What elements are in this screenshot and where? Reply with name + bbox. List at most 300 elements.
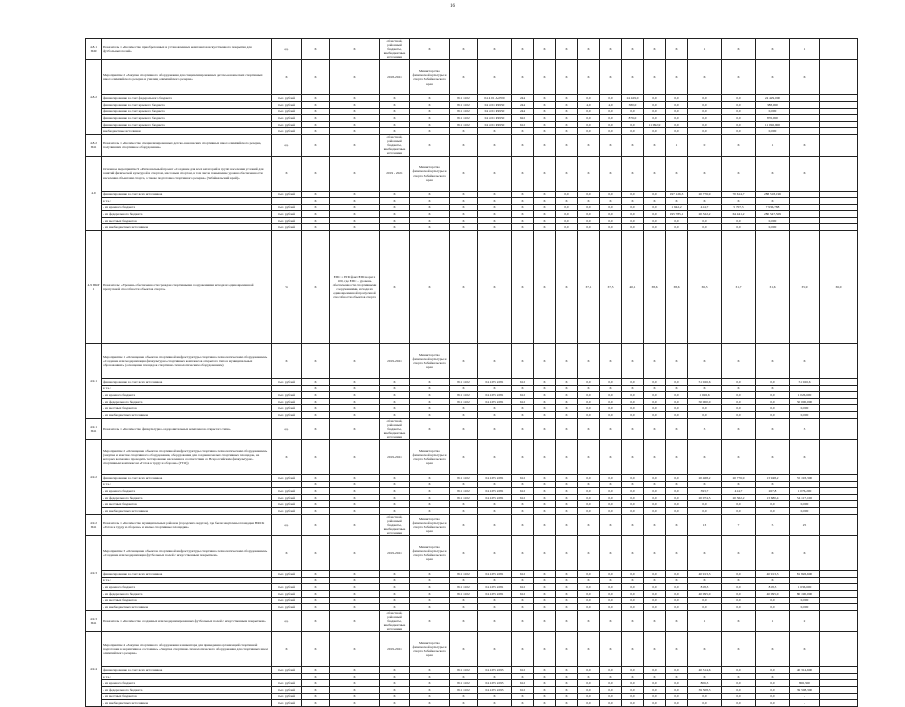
table-row <box>86 686 858 693</box>
table-row <box>86 488 858 495</box>
value-cell: X <box>644 418 666 439</box>
table-row <box>86 590 858 597</box>
value-cell: X <box>330 60 380 95</box>
unit-cell: тыс. рублей <box>272 108 302 115</box>
value-cell: X <box>330 700 380 707</box>
empty-cell <box>820 584 858 591</box>
value-cell: 0,0 <box>756 379 790 386</box>
value-cell: 0,0 <box>622 204 644 211</box>
value-cell: 0,0 <box>666 392 688 399</box>
value-cell: X <box>666 440 688 475</box>
value-cell: X <box>556 379 578 386</box>
empty-cell <box>820 392 858 399</box>
value-cell: 0,0 <box>622 667 644 674</box>
table-row <box>86 224 858 231</box>
value-cell: 0,0 <box>666 217 688 224</box>
value-cell: 0,0 <box>666 590 688 597</box>
value-cell: X <box>688 577 722 584</box>
value-cell: 13 <box>688 514 722 535</box>
row-name-cell: Показатель 1 «Количество специализированных детско-юношеских спортивных школ олимпийского резерва, получивших спортивное оборудование» <box>102 135 272 156</box>
value-cell: 04 4 Р5 2281 <box>478 584 512 591</box>
value-cell: 1 <box>756 610 790 631</box>
unit-cell: тыс. рублей <box>272 204 302 211</box>
value-cell: X <box>666 514 688 535</box>
unit-cell: ед. <box>272 135 302 156</box>
value-cell: X <box>410 693 450 700</box>
value-cell: 876,0 <box>622 115 644 122</box>
empty-cell <box>820 700 858 707</box>
value-cell: 64 441,2 <box>722 211 756 218</box>
value-cell: 0,0 <box>622 398 644 405</box>
empty-cell <box>820 693 858 700</box>
value-cell: X <box>644 344 666 379</box>
value-cell: X <box>688 632 722 667</box>
value-cell: X <box>622 60 644 95</box>
value-cell: 0,0 <box>722 128 756 135</box>
value-cell: X <box>410 115 450 122</box>
value-cell: X <box>790 344 820 379</box>
value-cell: X <box>380 405 410 412</box>
value-cell: 0,0 <box>666 604 688 611</box>
value-cell: 0,0 <box>600 700 622 707</box>
value-cell: X <box>302 632 330 667</box>
row-name-cell: в т.ч.: <box>102 385 272 392</box>
value-cell: X <box>722 385 756 392</box>
value-cell: 20 322,2 <box>688 211 722 218</box>
table-row <box>86 418 858 439</box>
value-cell: X <box>790 135 820 156</box>
row-name-cell: - из федерального бюджета <box>102 686 272 693</box>
value-cell: 0,0 <box>622 571 644 578</box>
unit-cell: % <box>272 231 302 344</box>
value-cell: X <box>534 536 556 571</box>
value-cell: 2019-2021 <box>380 344 410 379</box>
table-row <box>86 398 858 405</box>
value-cell: X <box>478 217 512 224</box>
value-cell: X <box>556 385 578 392</box>
value-cell: X <box>380 686 410 693</box>
value-cell: X <box>556 481 578 488</box>
value-cell: 0,0 <box>722 501 756 508</box>
empty-cell <box>790 191 820 198</box>
value-cell: 0,0 <box>722 405 756 412</box>
value-cell: X <box>756 440 790 475</box>
value-cell: X <box>722 440 756 475</box>
value-cell: 0,0 <box>722 508 756 515</box>
value-cell: X <box>534 673 556 680</box>
value-cell: 0,0 <box>578 501 600 508</box>
value-cell: 39 508,300 <box>790 686 820 693</box>
value-cell: X <box>450 231 478 344</box>
value-cell: X <box>534 693 556 700</box>
value-cell: 612 <box>512 680 534 687</box>
value-cell: X <box>578 135 600 156</box>
value-cell: 0,0 <box>666 494 688 501</box>
value-cell: 0,0 <box>600 224 622 231</box>
value-cell: X <box>600 156 622 191</box>
value-cell: 811 1102 <box>450 494 478 501</box>
table-row <box>86 344 858 379</box>
empty-cell <box>790 198 820 205</box>
section-code-cell: 4.9.1 <box>86 344 102 419</box>
empty-cell <box>820 102 858 109</box>
value-cell: 0,0 <box>688 217 722 224</box>
empty-cell <box>820 135 858 156</box>
value-cell: 40,1 <box>622 231 644 344</box>
value-cell: X <box>534 135 556 156</box>
empty-cell <box>820 398 858 405</box>
value-cell: X <box>380 494 410 501</box>
value-cell: 1 076,200 <box>790 488 820 495</box>
value-cell: 0,0 <box>722 590 756 597</box>
row-name-cell: - из местных бюджетов <box>102 217 272 224</box>
value-cell: 40 314,6 <box>688 667 722 674</box>
value-cell: Министерство физической культуры и спорта Забайкальского края <box>410 514 450 535</box>
row-name-cell: внебюджетные источники <box>102 128 272 135</box>
value-cell: 0,0 <box>666 571 688 578</box>
value-cell: X <box>512 508 534 515</box>
value-cell: 0,0 <box>578 597 600 604</box>
value-cell: 3 <box>790 418 820 439</box>
value-cell: 0,0 <box>644 597 666 604</box>
value-cell: X <box>410 204 450 211</box>
value-cell: X <box>330 191 380 198</box>
value-cell: X <box>722 198 756 205</box>
value-cell: X <box>556 686 578 693</box>
empty-cell <box>820 191 858 198</box>
empty-cell <box>820 418 858 439</box>
unit-cell: тыс. рублей <box>272 604 302 611</box>
value-cell: 0,0 <box>622 379 644 386</box>
value-cell: 0,0 <box>722 95 756 102</box>
row-name-cell: - из местных бюджетов <box>102 693 272 700</box>
value-cell: 0,0 <box>756 680 790 687</box>
table-row <box>86 60 858 95</box>
value-cell: 414,7 <box>722 488 756 495</box>
value-cell: X <box>722 344 756 379</box>
value-cell: X <box>534 121 556 128</box>
value-cell: - <box>790 693 820 700</box>
value-cell: 0,0 <box>722 686 756 693</box>
value-cell: 0,0 <box>600 191 622 198</box>
value-cell: Министерство физической культуры и спорта Забайкальского края <box>410 632 450 667</box>
value-cell: X <box>450 597 478 604</box>
value-cell: 0,0 <box>600 379 622 386</box>
table-row <box>86 501 858 508</box>
value-cell: X <box>622 610 644 631</box>
value-cell: 0,0 <box>722 392 756 399</box>
value-cell: 811 1102 <box>450 571 478 578</box>
value-cell: X <box>478 198 512 205</box>
unit-cell: X <box>272 440 302 475</box>
value-cell: 0,0 <box>578 108 600 115</box>
value-cell: 40 095,0 <box>688 590 722 597</box>
value-cell: 612 <box>512 571 534 578</box>
value-cell: X <box>534 115 556 122</box>
value-cell: X <box>330 405 380 412</box>
value-cell: X <box>666 673 688 680</box>
value-cell: X <box>302 693 330 700</box>
value-cell: 40 913,3 <box>688 571 722 578</box>
value-cell: X <box>556 632 578 667</box>
value-cell: 0,0 <box>600 475 622 482</box>
value-cell: 04 4 Р5 2281 <box>478 494 512 501</box>
value-cell: 811 1102 <box>450 488 478 495</box>
value-cell: 0,0 <box>622 211 644 218</box>
value-cell: 31,7 <box>722 231 756 344</box>
value-cell: 0,0 <box>722 604 756 611</box>
value-cell: 04 4 Р5 2281 <box>478 392 512 399</box>
value-cell: 0,0 <box>600 121 622 128</box>
section-code-cell: 4.9 <box>86 156 102 231</box>
value-cell: X <box>302 379 330 386</box>
value-cell: X <box>302 481 330 488</box>
value-cell: 04 4 Р5 2281 <box>478 488 512 495</box>
value-cell: X <box>756 536 790 571</box>
row-name-cell: Основное мероприятие 9 «Региональный проект «Создание для всех категорий и групп населения условий для занятий физической культурой и спортом, массовым спортом, в том числе повышение уровня обеспеченности населения объектами спорта, а также подготовка спортивного резерва» (Забайкальский край)» <box>102 156 272 191</box>
value-cell: 0,0 <box>578 392 600 399</box>
value-cell: 0,0 <box>644 584 666 591</box>
value-cell: X <box>330 686 380 693</box>
value-cell: 13 680,4 <box>756 494 790 501</box>
value-cell: X <box>534 128 556 135</box>
value-cell: 818,3 <box>688 584 722 591</box>
value-cell: 811 1102 <box>450 392 478 399</box>
value-cell: 0,0 <box>578 475 600 482</box>
value-cell: 0,0 <box>756 501 790 508</box>
value-cell: 31,6 <box>756 231 790 344</box>
value-cell: X <box>556 128 578 135</box>
value-cell: 0,0 <box>644 108 666 115</box>
unit-cell: X <box>272 632 302 667</box>
value-cell: X <box>790 632 820 667</box>
program-table <box>85 38 858 707</box>
value-cell: X <box>450 405 478 412</box>
value-cell: X <box>512 385 534 392</box>
value-cell: 51 026,6 <box>790 379 820 386</box>
value-cell: X <box>556 39 578 60</box>
value-cell: X <box>410 217 450 224</box>
unit-cell: тыс. рублей <box>272 475 302 482</box>
value-cell: X <box>302 231 330 344</box>
value-cell: 04 4 01 А4700 <box>478 95 512 102</box>
table-row <box>86 577 858 584</box>
value-cell: 0,0 <box>622 508 644 515</box>
value-cell: 04 4 01 Р4950 <box>478 102 512 109</box>
value-cell: X <box>556 392 578 399</box>
table-row <box>86 667 858 674</box>
value-cell: X <box>380 673 410 680</box>
value-cell: X <box>478 604 512 611</box>
value-cell: X <box>302 128 330 135</box>
value-cell: 55 193,300 <box>790 475 820 482</box>
value-cell: X <box>478 536 512 571</box>
value-cell: X <box>722 39 756 60</box>
value-cell: X <box>534 475 556 482</box>
value-cell: X <box>534 379 556 386</box>
value-cell: X <box>450 577 478 584</box>
unit-cell: тыс. рублей <box>272 95 302 102</box>
section-code-cell: 4.9.3 П41 <box>86 610 102 631</box>
value-cell: X <box>380 191 410 198</box>
value-cell: X <box>722 481 756 488</box>
value-cell: X <box>534 198 556 205</box>
value-cell: 0,0 <box>722 102 756 109</box>
value-cell: X <box>330 536 380 571</box>
value-cell: X <box>578 481 600 488</box>
value-cell: X <box>450 224 478 231</box>
value-cell: 612 <box>512 488 534 495</box>
value-cell: 0,0 <box>688 700 722 707</box>
value-cell: 0,0 <box>622 412 644 419</box>
value-cell: X <box>302 191 330 198</box>
value-cell: X <box>478 700 512 707</box>
value-cell: X <box>534 584 556 591</box>
value-cell: X <box>756 60 790 95</box>
value-cell: X <box>534 597 556 604</box>
value-cell: 0,0 <box>578 405 600 412</box>
value-cell: 811 1102 <box>450 102 478 109</box>
table-row <box>86 440 858 475</box>
value-cell: X <box>330 584 380 591</box>
value-cell: X <box>534 60 556 95</box>
value-cell: X <box>330 108 380 115</box>
unit-cell: тыс. рублей <box>272 501 302 508</box>
empty-cell <box>790 121 820 128</box>
section-code-cell: 4.8.1 П49 <box>86 39 102 60</box>
empty-cell <box>820 597 858 604</box>
row-name-cell: - из федерального бюджета <box>102 494 272 501</box>
empty-cell <box>820 204 858 211</box>
value-cell: X <box>556 231 578 344</box>
unit-cell: тыс. рублей <box>272 217 302 224</box>
empty-cell <box>790 385 820 392</box>
value-cell: X <box>380 693 410 700</box>
value-cell: X <box>478 577 512 584</box>
value-cell: 2019-2021 <box>380 440 410 475</box>
value-cell: X <box>380 577 410 584</box>
value-cell: X <box>644 39 666 60</box>
value-cell: X <box>666 344 688 379</box>
value-cell: 0,0 <box>756 667 790 674</box>
value-cell: 0,0 <box>722 571 756 578</box>
value-cell: 0,0 <box>756 604 790 611</box>
value-cell: X <box>688 344 722 379</box>
table-row <box>86 610 858 631</box>
value-cell: X <box>478 693 512 700</box>
value-cell: X <box>478 128 512 135</box>
value-cell: X <box>380 571 410 578</box>
value-cell: X <box>534 700 556 707</box>
value-cell: 37,5 <box>600 231 622 344</box>
unit-cell: тыс. рублей <box>272 128 302 135</box>
value-cell: X <box>688 481 722 488</box>
value-cell: X <box>556 597 578 604</box>
value-cell: X <box>450 610 478 631</box>
value-cell: X <box>600 135 622 156</box>
value-cell: X <box>478 508 512 515</box>
row-name-cell: - из краевого бюджета <box>102 584 272 591</box>
value-cell: 0,0 <box>622 590 644 597</box>
value-cell: X <box>688 673 722 680</box>
value-cell: X <box>410 680 450 687</box>
empty-cell <box>820 156 858 191</box>
value-cell: X <box>512 135 534 156</box>
value-cell: X <box>600 514 622 535</box>
row-name-cell: финансирование за счет федерального бюджета <box>102 95 272 102</box>
value-cell: 612 <box>512 392 534 399</box>
value-cell: X <box>450 604 478 611</box>
value-cell: X <box>756 418 790 439</box>
value-cell: X <box>534 412 556 419</box>
value-cell: X <box>302 501 330 508</box>
value-cell: X <box>512 632 534 667</box>
value-cell: X <box>450 673 478 680</box>
value-cell: 0,000 <box>756 108 790 115</box>
value-cell: 0,0 <box>688 405 722 412</box>
row-name-cell: в т.ч.: <box>102 577 272 584</box>
table-row <box>86 121 858 128</box>
value-cell: 0,0 <box>578 211 600 218</box>
value-cell: X <box>622 514 644 535</box>
value-cell: X <box>450 481 478 488</box>
value-cell: X <box>302 686 330 693</box>
value-cell: X <box>622 135 644 156</box>
table-row <box>86 392 858 399</box>
value-cell: 0,0 <box>644 686 666 693</box>
value-cell: X <box>688 536 722 571</box>
value-cell: X <box>534 385 556 392</box>
value-cell: 0,0 <box>600 501 622 508</box>
value-cell: X <box>534 344 556 379</box>
value-cell: 04 4 Р5 2281 <box>478 571 512 578</box>
value-cell: X <box>302 577 330 584</box>
value-cell: X <box>302 700 330 707</box>
value-cell: Министерство физической культуры и спорта Забайкальского края <box>410 344 450 379</box>
value-cell: 0,0 <box>666 667 688 674</box>
value-cell: X <box>478 412 512 419</box>
value-cell: X <box>512 577 534 584</box>
value-cell: X <box>330 494 380 501</box>
value-cell: X <box>644 673 666 680</box>
value-cell: 0,0 <box>622 224 644 231</box>
value-cell: 0,000 <box>790 597 820 604</box>
value-cell: X <box>410 379 450 386</box>
empty-cell <box>790 481 820 488</box>
value-cell: X <box>450 412 478 419</box>
value-cell: X <box>556 571 578 578</box>
table-row <box>86 211 858 218</box>
value-cell: X <box>722 60 756 95</box>
value-cell: X <box>556 156 578 191</box>
value-cell: 0,000 <box>790 405 820 412</box>
value-cell: X <box>330 198 380 205</box>
value-cell: X <box>410 102 450 109</box>
value-cell: X <box>722 536 756 571</box>
empty-cell <box>820 198 858 205</box>
row-name-cell: финансирование за счет всех источников <box>102 571 272 578</box>
value-cell: X <box>756 385 790 392</box>
value-cell: 1 942,2 <box>666 204 688 211</box>
unit-cell: тыс. рублей <box>272 680 302 687</box>
value-cell: X <box>556 405 578 412</box>
value-cell: X <box>722 632 756 667</box>
value-cell: X <box>302 121 330 128</box>
unit-cell: тыс. рублей <box>272 412 302 419</box>
value-cell: 0,0 <box>622 584 644 591</box>
value-cell: 0,0 <box>622 686 644 693</box>
value-cell: X <box>380 95 410 102</box>
